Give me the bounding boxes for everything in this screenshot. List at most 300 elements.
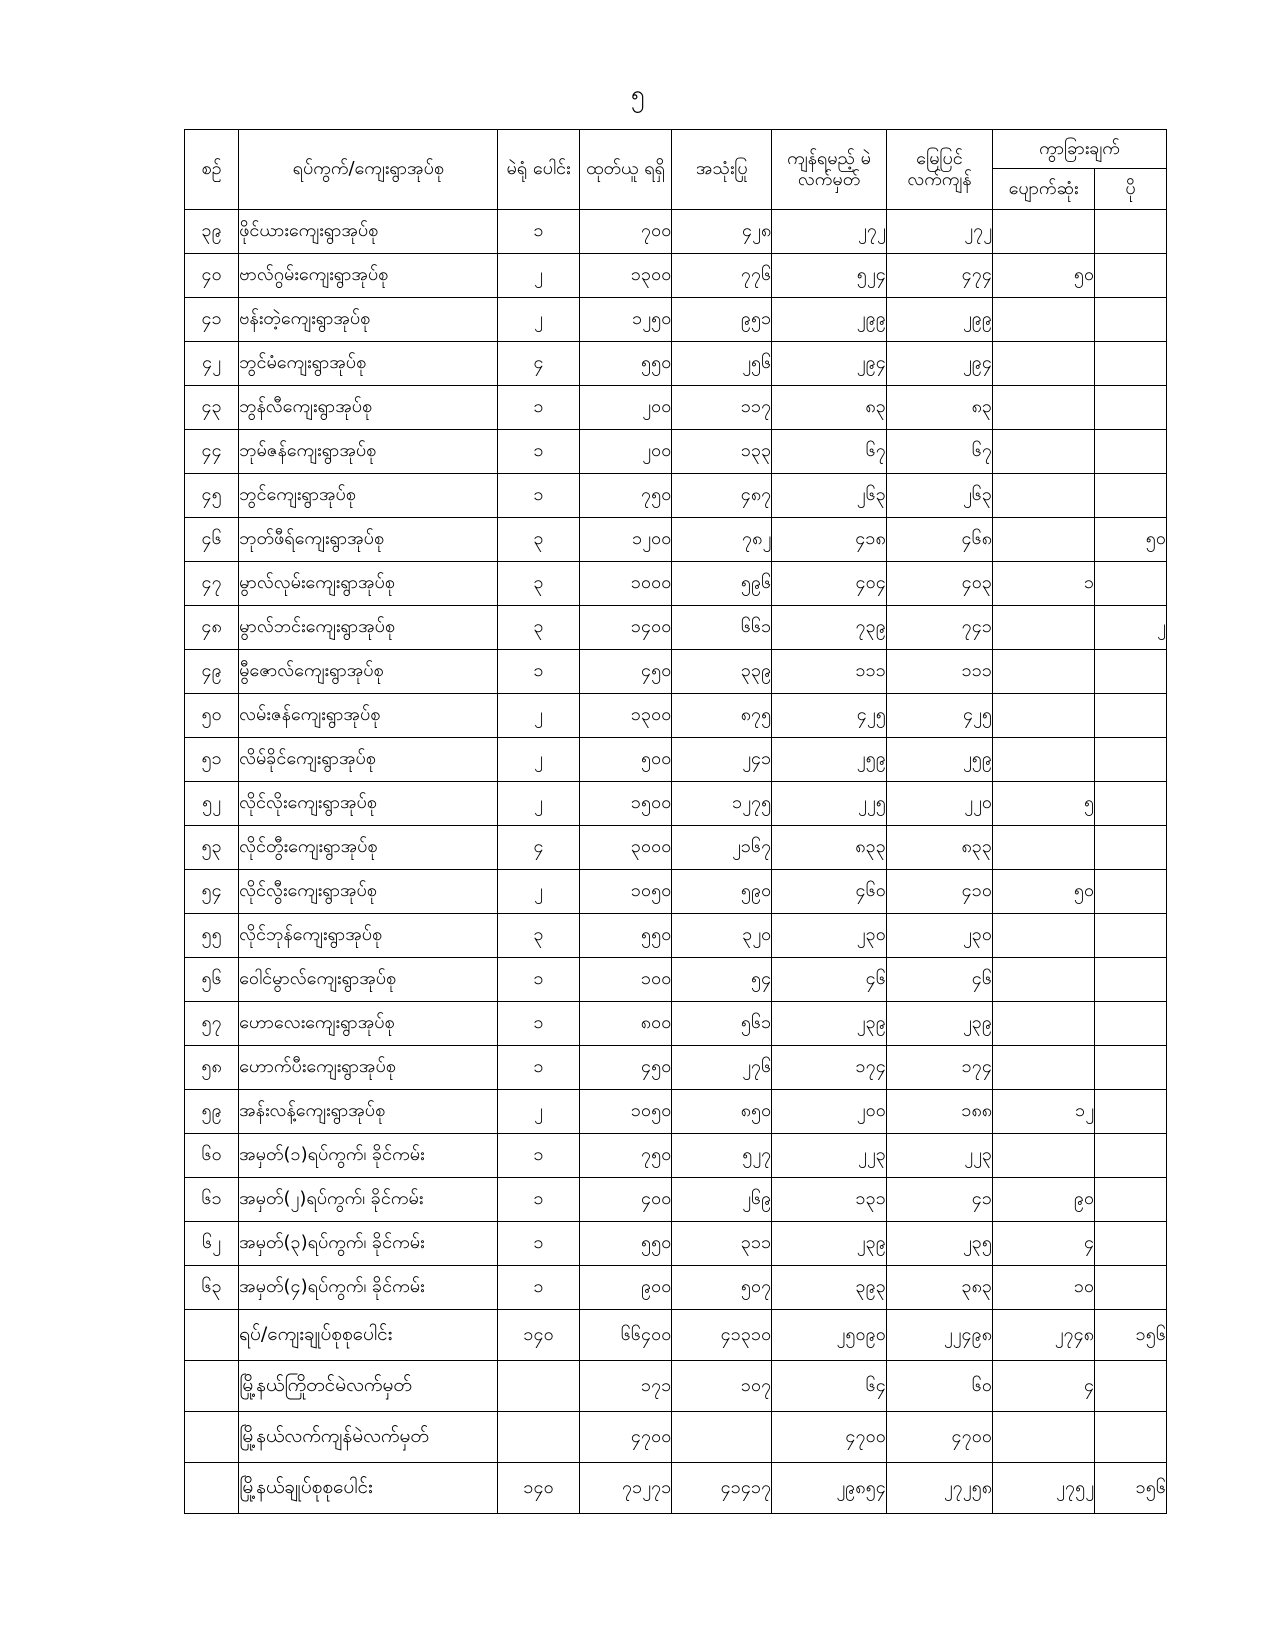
- cell-name: အမှတ်(၁)ရပ်ကွက်၊ ခိုင်ကမ်း: [239, 1134, 498, 1178]
- cell-box: ၁၄၀: [498, 1463, 579, 1514]
- table-row: [185, 826, 1167, 870]
- cell-no: ၄၆: [185, 518, 239, 562]
- table-row: [185, 1046, 1167, 1090]
- cell-remaining: ၁၇၄: [772, 1046, 887, 1090]
- cell-no: ၄၈: [185, 606, 239, 650]
- cell-excess: [1095, 870, 1167, 914]
- cell-name: လမ်းဇန်ကျေးရွာအုပ်စု: [239, 694, 498, 738]
- table-row: [185, 1090, 1167, 1134]
- cell-lost: [993, 474, 1095, 518]
- table-row: [185, 1002, 1167, 1046]
- cell-lost: [993, 738, 1095, 782]
- table-row: [185, 386, 1167, 430]
- cell-no: ၆၃: [185, 1266, 239, 1310]
- cell-box: ၁: [498, 1266, 579, 1310]
- cell-used: ၈၇၅: [672, 694, 772, 738]
- cell-lost: [993, 606, 1095, 650]
- cell-actual: ၃၈၃: [886, 1266, 992, 1310]
- table-row: [185, 870, 1167, 914]
- table-row: [185, 606, 1167, 650]
- table-row: [185, 914, 1167, 958]
- cell-actual: ၂၉၄: [886, 342, 992, 386]
- cell-lost: [993, 386, 1095, 430]
- cell-excess: [1095, 782, 1167, 826]
- cell-no: ၄၁: [185, 298, 239, 342]
- cell-remaining: ၂၆၃: [772, 474, 887, 518]
- cell-box: ၁၄၀: [498, 1310, 579, 1361]
- cell-box: ၂: [498, 782, 579, 826]
- cell-lost: [993, 518, 1095, 562]
- table-row: [185, 1222, 1167, 1266]
- cell-name: မွာလ်လုမ်းကျေးရွာအုပ်စု: [239, 562, 498, 606]
- cell-printed: ၇၀၀: [579, 210, 672, 254]
- cell-box: ၁: [498, 1134, 579, 1178]
- cell-remaining: ၂၀၀: [772, 1090, 887, 1134]
- cell-excess: [1095, 1222, 1167, 1266]
- cell-no: ၅၉: [185, 1090, 239, 1134]
- cell-used: ၂၄၁: [672, 738, 772, 782]
- cell-used: ၅၆၁: [672, 1002, 772, 1046]
- cell-name: ဗာလ်ဂွမ်းကျေးရွာအုပ်စု: [239, 254, 498, 298]
- cell-used: ၅၂၇: [672, 1134, 772, 1178]
- cell-lost: [993, 1134, 1095, 1178]
- cell-no: ၅၂: [185, 782, 239, 826]
- cell-excess: [1095, 694, 1167, 738]
- cell-no: ၅၁: [185, 738, 239, 782]
- cell-printed: ၆၆၄၀၀: [579, 1310, 672, 1361]
- cell-no: ၄၅: [185, 474, 239, 518]
- cell-no: ၅၆: [185, 958, 239, 1002]
- cell-name: လိုင်တွီးကျေးရွာအုပ်စု: [239, 826, 498, 870]
- cell-name: အမှတ်(၄)ရပ်ကွက်၊ ခိုင်ကမ်း: [239, 1266, 498, 1310]
- cell-actual: ၇၄၁: [886, 606, 992, 650]
- cell-printed: ၇၅၀: [579, 1134, 672, 1178]
- cell-remaining: ၂၅၀၉၀: [772, 1310, 887, 1361]
- cell-printed: ၁၇၁: [579, 1361, 672, 1412]
- cell-remaining: ၂၉၄: [772, 342, 887, 386]
- cell-box: ၁: [498, 1046, 579, 1090]
- cell-excess: [1095, 562, 1167, 606]
- cell-excess: [1095, 298, 1167, 342]
- cell-lost: ၄: [993, 1361, 1095, 1412]
- cell-box: ၂: [498, 870, 579, 914]
- cell-no: ၆၁: [185, 1178, 239, 1222]
- cell-lost: [993, 826, 1095, 870]
- cell-printed: ၁၀၅၀: [579, 1090, 672, 1134]
- cell-no: ၃၉: [185, 210, 239, 254]
- cell-actual: ၂၂၃: [886, 1134, 992, 1178]
- table-row: [185, 342, 1167, 386]
- cell-lost: ၄: [993, 1222, 1095, 1266]
- cell-excess: [1095, 738, 1167, 782]
- table-row: [185, 1178, 1167, 1222]
- cell-lost: ၁၂: [993, 1090, 1095, 1134]
- cell-no: ၅၀: [185, 694, 239, 738]
- cell-excess: [1095, 1266, 1167, 1310]
- cell-used: ၃၂၀: [672, 914, 772, 958]
- cell-excess: [1095, 1178, 1167, 1222]
- cell-name: ဖိုင်ယားကျေးရွာအုပ်စု: [239, 210, 498, 254]
- table-header: [185, 130, 1167, 210]
- cell-printed: ၁၀၀: [579, 958, 672, 1002]
- cell-remaining: ၂၂၃: [772, 1134, 887, 1178]
- cell-remaining: ၂၅၉: [772, 738, 887, 782]
- cell-actual: ၄၆: [886, 958, 992, 1002]
- cell-printed: ၁၀၀၀: [579, 562, 672, 606]
- cell-box: ၃: [498, 518, 579, 562]
- cell-box: ၁: [498, 210, 579, 254]
- cell-actual: ၄၂၅: [886, 694, 992, 738]
- cell-box: ၁: [498, 1002, 579, 1046]
- table-row: [185, 562, 1167, 606]
- cell-used: ၅၀၇: [672, 1266, 772, 1310]
- cell-used: ၅၄: [672, 958, 772, 1002]
- cell-excess: ၁၅၆: [1095, 1310, 1167, 1361]
- cell-remaining: ၈၃: [772, 386, 887, 430]
- cell-printed: ၅၅၀: [579, 342, 672, 386]
- table-row: [185, 650, 1167, 694]
- cell-remaining: ၂၉၉: [772, 298, 887, 342]
- cell-box: ၄: [498, 826, 579, 870]
- cell-excess: [1095, 1412, 1167, 1463]
- total-row: [185, 1361, 1167, 1412]
- cell-remaining: ၅၂၄: [772, 254, 887, 298]
- cell-used: ၁၀၇: [672, 1361, 772, 1412]
- table-totals: [185, 1310, 1167, 1514]
- cell-used: ၆၆၁: [672, 606, 772, 650]
- cell-box: ၁: [498, 386, 579, 430]
- cell-box: ၁: [498, 430, 579, 474]
- table-row: [185, 518, 1167, 562]
- cell-printed: ၄၇၀၀: [579, 1412, 672, 1463]
- cell-excess: [1095, 1134, 1167, 1178]
- header-name: ရပ်ကွက်/ကျေးရွာအုပ်စု: [239, 130, 498, 210]
- cell-actual: ၆၀: [886, 1361, 992, 1412]
- cell-remaining: ၄၀၄: [772, 562, 887, 606]
- cell-no: ၄၄: [185, 430, 239, 474]
- cell-used: ၃၁၁: [672, 1222, 772, 1266]
- cell-excess: [1095, 914, 1167, 958]
- cell-remaining: ၄၆၀: [772, 870, 887, 914]
- header-actual: မြေပြင် လက်ကျန်: [886, 130, 992, 210]
- cell-no: ၅၇: [185, 1002, 239, 1046]
- cell-name: ဟောလေးကျေးရွာအုပ်စု: [239, 1002, 498, 1046]
- cell-excess: [1095, 1046, 1167, 1090]
- cell-actual: ၂၃၅: [886, 1222, 992, 1266]
- cell-no: ၅၈: [185, 1046, 239, 1090]
- cell-box: ၁: [498, 1178, 579, 1222]
- cell-no: ၄၂: [185, 342, 239, 386]
- cell-actual: ၂၇၂၅၈: [886, 1463, 992, 1514]
- cell-lost: ၁၀: [993, 1266, 1095, 1310]
- cell-used: [672, 1412, 772, 1463]
- cell-used: ၇၇၆: [672, 254, 772, 298]
- header-lost: ပျောက်ဆုံး: [993, 169, 1095, 210]
- table-row: [185, 782, 1167, 826]
- cell-remaining: ၁၃၁: [772, 1178, 887, 1222]
- cell-printed: ၃၀၀၀: [579, 826, 672, 870]
- cell-name: လိုင်လွီးကျေးရွာအုပ်စု: [239, 870, 498, 914]
- cell-excess: ၂: [1095, 606, 1167, 650]
- cell-used: ၃၃၉: [672, 650, 772, 694]
- cell-printed: ၁၃၀၀: [579, 694, 672, 738]
- cell-lost: [993, 1046, 1095, 1090]
- cell-printed: ၇၅၀: [579, 474, 672, 518]
- cell-no: ၄၉: [185, 650, 239, 694]
- cell-no: [185, 1310, 239, 1361]
- cell-box: ၁: [498, 474, 579, 518]
- cell-remaining: ၆၄: [772, 1361, 887, 1412]
- cell-lost: [993, 958, 1095, 1002]
- cell-name: အမှတ်(၃)ရပ်ကွက်၊ ခိုင်ကမ်း: [239, 1222, 498, 1266]
- cell-printed: ၅၀၀: [579, 738, 672, 782]
- cell-excess: [1095, 342, 1167, 386]
- cell-box: ၂: [498, 254, 579, 298]
- table-row: [185, 1134, 1167, 1178]
- cell-printed: ၈၀၀: [579, 1002, 672, 1046]
- table-row: [185, 958, 1167, 1002]
- header-remaining: ကျန်ရမည့် မဲလက်မှတ်: [772, 130, 887, 210]
- cell-remaining: ၄၂၅: [772, 694, 887, 738]
- cell-used: ၂၇၆: [672, 1046, 772, 1090]
- cell-box: ၁: [498, 650, 579, 694]
- cell-lost: ၂၇၄၈: [993, 1310, 1095, 1361]
- header-used: အသုံးပြု: [672, 130, 772, 210]
- cell-excess: [1095, 474, 1167, 518]
- cell-remaining: ၄၆: [772, 958, 887, 1002]
- header-printed: ထုတ်ယူ ရရှိ: [579, 130, 672, 210]
- cell-actual: ၄၇၀၀: [886, 1412, 992, 1463]
- cell-lost: [993, 298, 1095, 342]
- table-row: [185, 694, 1167, 738]
- cell-used: ၅၉၀: [672, 870, 772, 914]
- cell-lost: ၅: [993, 782, 1095, 826]
- cell-name: မွီဇောလ်ကျေးရွာအုပ်စု: [239, 650, 498, 694]
- cell-no: ၅၅: [185, 914, 239, 958]
- table-row: [185, 210, 1167, 254]
- cell-name: ဘုမ်ဇန်ကျေးရွာအုပ်စု: [239, 430, 498, 474]
- cell-printed: ၁၂၀၀: [579, 518, 672, 562]
- cell-remaining: ၇၃၉: [772, 606, 887, 650]
- cell-excess: [1095, 430, 1167, 474]
- cell-printed: ၇၁၂၇၁: [579, 1463, 672, 1514]
- cell-name: ဘုတ်ဖီရ်ကျေးရွာအုပ်စု: [239, 518, 498, 562]
- cell-box: ၂: [498, 738, 579, 782]
- cell-excess: [1095, 1361, 1167, 1412]
- cell-printed: ၁၀၅၀: [579, 870, 672, 914]
- table-row: [185, 474, 1167, 518]
- cell-printed: ၂၀၀: [579, 430, 672, 474]
- cell-lost: [993, 650, 1095, 694]
- cell-remaining: ၁၁၁: [772, 650, 887, 694]
- cell-excess: [1095, 210, 1167, 254]
- cell-no: ၆၀: [185, 1134, 239, 1178]
- cell-used: ၄၁၃၁၀: [672, 1310, 772, 1361]
- cell-excess: [1095, 254, 1167, 298]
- cell-remaining: ၂၉၈၅၄: [772, 1463, 887, 1514]
- cell-name: ရပ်/ကျေးချုပ်စုစုပေါင်း: [239, 1310, 498, 1361]
- total-row: [185, 1310, 1167, 1361]
- cell-no: ၅၃: [185, 826, 239, 870]
- cell-box: ၃: [498, 562, 579, 606]
- cell-used: ၅၉၆: [672, 562, 772, 606]
- cell-remaining: ၆၇: [772, 430, 887, 474]
- cell-used: ၇၈၂: [672, 518, 772, 562]
- cell-box: ၄: [498, 342, 579, 386]
- cell-name: ဘွန်လီကျေးရွာအုပ်စု: [239, 386, 498, 430]
- header-diff: ကွာခြားချက်: [993, 130, 1167, 169]
- cell-lost: [993, 914, 1095, 958]
- cell-remaining: ၂၂၅: [772, 782, 887, 826]
- cell-name: လိမ်ခိုင်ကျေးရွာအုပ်စု: [239, 738, 498, 782]
- cell-actual: ၁၇၄: [886, 1046, 992, 1090]
- total-row: [185, 1412, 1167, 1463]
- cell-name: မြို့နယ်ချုပ်စုစုပေါင်း: [239, 1463, 498, 1514]
- cell-actual: ၂၆၃: [886, 474, 992, 518]
- cell-excess: ၁၅၆: [1095, 1463, 1167, 1514]
- cell-box: [498, 1412, 579, 1463]
- cell-name: ဘွင်ကျေးရွာအုပ်စု: [239, 474, 498, 518]
- cell-actual: ၁၈၈: [886, 1090, 992, 1134]
- cell-actual: ၂၃၀: [886, 914, 992, 958]
- cell-used: ၁၂၇၅: [672, 782, 772, 826]
- cell-excess: [1095, 958, 1167, 1002]
- cell-lost: ၁: [993, 562, 1095, 606]
- cell-remaining: ၂၃၉: [772, 1002, 887, 1046]
- cell-name: အမှတ်(၂)ရပ်ကွက်၊ ခိုင်ကမ်း: [239, 1178, 498, 1222]
- cell-printed: ၁၃၀၀: [579, 254, 672, 298]
- cell-printed: ၁၂၅၀: [579, 298, 672, 342]
- cell-actual: ၂၅၉: [886, 738, 992, 782]
- cell-lost: [993, 430, 1095, 474]
- cell-lost: [993, 694, 1095, 738]
- cell-name: ဟောက်ပီးကျေးရွာအုပ်စု: [239, 1046, 498, 1090]
- cell-excess: ၅၀: [1095, 518, 1167, 562]
- cell-actual: ၂၇၂: [886, 210, 992, 254]
- cell-box: ၂: [498, 298, 579, 342]
- cell-name: မွာလ်ဘင်းကျေးရွာအုပ်စု: [239, 606, 498, 650]
- cell-used: ၁၃၃: [672, 430, 772, 474]
- cell-remaining: ၄၁၈: [772, 518, 887, 562]
- cell-actual: ၄၆၈: [886, 518, 992, 562]
- table-row: [185, 254, 1167, 298]
- cell-printed: ၄၅၀: [579, 1046, 672, 1090]
- cell-no: [185, 1412, 239, 1463]
- cell-actual: ၄၁၀: [886, 870, 992, 914]
- cell-used: ၁၁၇: [672, 386, 772, 430]
- header-no: စဉ်: [185, 130, 239, 210]
- cell-remaining: ၂၃၉: [772, 1222, 887, 1266]
- cell-no: [185, 1361, 239, 1412]
- cell-used: ၂၁၆၇: [672, 826, 772, 870]
- cell-remaining: ၃၉၃: [772, 1266, 887, 1310]
- cell-printed: ၁၅၀၀: [579, 782, 672, 826]
- cell-no: [185, 1463, 239, 1514]
- cell-no: ၄၀: [185, 254, 239, 298]
- cell-box: ၂: [498, 694, 579, 738]
- table-body: [185, 210, 1167, 1310]
- header-excess: ပို: [1095, 169, 1167, 210]
- cell-no: ၆၂: [185, 1222, 239, 1266]
- cell-excess: [1095, 826, 1167, 870]
- table-row: [185, 430, 1167, 474]
- cell-box: ၂: [498, 1090, 579, 1134]
- cell-box: ၁: [498, 1222, 579, 1266]
- cell-name: မြို့နယ်လက်ကျန်မဲလက်မှတ်: [239, 1412, 498, 1463]
- cell-lost: [993, 1412, 1095, 1463]
- cell-lost: [993, 342, 1095, 386]
- cell-remaining: ၈၃၃: [772, 826, 887, 870]
- cell-name: ဗန်းတဲ့ကျေးရွာအုပ်စု: [239, 298, 498, 342]
- cell-excess: [1095, 650, 1167, 694]
- cell-actual: ၂၂၀: [886, 782, 992, 826]
- page-number: ၅: [630, 80, 645, 108]
- cell-remaining: ၂၃၀: [772, 914, 887, 958]
- cell-actual: ၈၃၃: [886, 826, 992, 870]
- cell-name: လိုင်လိုးကျေးရွာအုပ်စု: [239, 782, 498, 826]
- cell-excess: [1095, 1090, 1167, 1134]
- cell-actual: ၄၁: [886, 1178, 992, 1222]
- cell-printed: ၁၄၀၀: [579, 606, 672, 650]
- cell-printed: ၉၀၀: [579, 1266, 672, 1310]
- cell-actual: ၆၇: [886, 430, 992, 474]
- cell-used: ၈၅၀: [672, 1090, 772, 1134]
- table-row: [185, 738, 1167, 782]
- cell-box: ၃: [498, 606, 579, 650]
- cell-name: အန်းလန့်ကျေးရွာအုပ်စု: [239, 1090, 498, 1134]
- cell-name: လိုင်ဘုန်ကျေးရွာအုပ်စု: [239, 914, 498, 958]
- cell-actual: ၂၂၄၉၈: [886, 1310, 992, 1361]
- cell-remaining: ၂၇၂: [772, 210, 887, 254]
- cell-used: ၄၁၄၁၇: [672, 1463, 772, 1514]
- cell-lost: ၉၀: [993, 1178, 1095, 1222]
- cell-lost: [993, 1002, 1095, 1046]
- cell-box: ၃: [498, 914, 579, 958]
- cell-excess: [1095, 386, 1167, 430]
- cell-printed: ၅၅၀: [579, 1222, 672, 1266]
- cell-actual: ၂၃၉: [886, 1002, 992, 1046]
- cell-lost: [993, 210, 1095, 254]
- cell-lost: ၂၇၅၂: [993, 1463, 1095, 1514]
- cell-no: ၄၇: [185, 562, 239, 606]
- total-row: [185, 1463, 1167, 1514]
- cell-name: မြို့နယ်ကြိုတင်မဲလက်မှတ်: [239, 1361, 498, 1412]
- table-row: [185, 298, 1167, 342]
- cell-actual: ၂၉၉: [886, 298, 992, 342]
- cell-lost: ၅၀: [993, 254, 1095, 298]
- cell-used: ၄၂၈: [672, 210, 772, 254]
- cell-printed: ၅၅၀: [579, 914, 672, 958]
- cell-used: ၉၅၁: [672, 298, 772, 342]
- cell-actual: ၁၁၁: [886, 650, 992, 694]
- cell-printed: ၄၀၀: [579, 1178, 672, 1222]
- cell-used: ၂၅၆: [672, 342, 772, 386]
- cell-remaining: ၄၇၀၀: [772, 1412, 887, 1463]
- cell-box: ၁: [498, 958, 579, 1002]
- cell-no: ၄၃: [185, 386, 239, 430]
- cell-no: ၅၄: [185, 870, 239, 914]
- cell-used: ၄၈၇: [672, 474, 772, 518]
- cell-name: ဝေါင်မွာလ်ကျေးရွာအုပ်စု: [239, 958, 498, 1002]
- ballot-table: [184, 129, 1167, 1514]
- cell-printed: ၂၀၀: [579, 386, 672, 430]
- table-row: [185, 1266, 1167, 1310]
- cell-actual: ၄၀၃: [886, 562, 992, 606]
- cell-printed: ၄၅၀: [579, 650, 672, 694]
- header-box: မဲရုံ ပေါင်း: [498, 130, 579, 210]
- cell-used: ၂၆၉: [672, 1178, 772, 1222]
- cell-actual: ၈၃: [886, 386, 992, 430]
